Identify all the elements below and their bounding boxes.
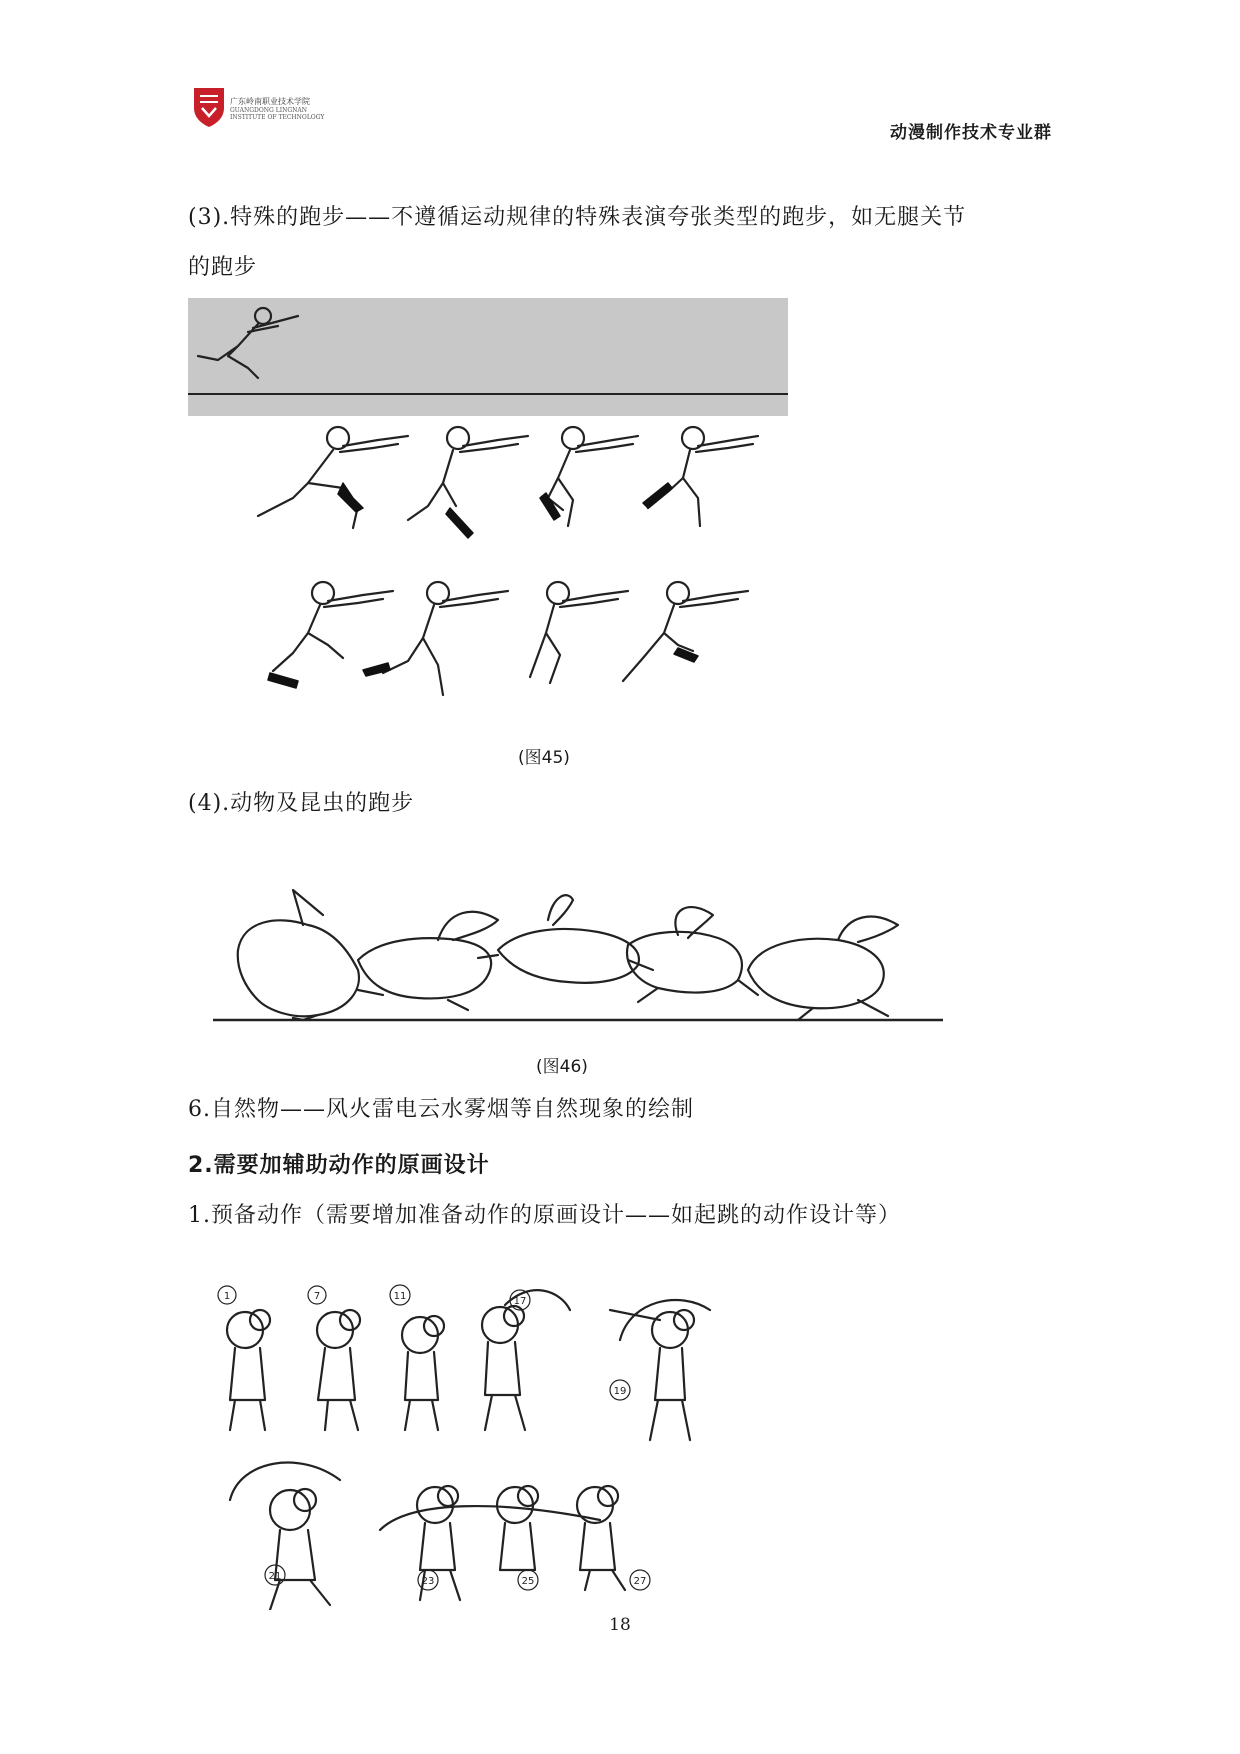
page-number: 18 bbox=[609, 1615, 631, 1635]
cartoon-row-2 bbox=[230, 1463, 625, 1610]
rabbit-frame-3 bbox=[478, 895, 653, 983]
figure-46-caption: (图46) bbox=[536, 1057, 588, 1077]
rabbit-frame-5 bbox=[748, 917, 898, 1020]
frame-label-25: 25 bbox=[521, 1576, 535, 1587]
special-run-title-line2: 的跑步 bbox=[188, 255, 258, 280]
logo-institution-cn: 广东岭南职业技术学院 bbox=[230, 97, 310, 106]
figure-45-leg-run-sequence bbox=[188, 298, 788, 710]
frame-label-11: 11 bbox=[393, 1291, 407, 1302]
runner-row-2 bbox=[268, 582, 748, 695]
frame-label-21: 21 bbox=[268, 1571, 282, 1582]
animal-run-title: (4).动物及昆虫的跑步 bbox=[188, 791, 415, 816]
frame-label-17: 17 bbox=[513, 1296, 527, 1307]
auxiliary-action-heading: 2.需要加辅助动作的原画设计 bbox=[188, 1153, 490, 1178]
logo-en-line2: INSTITUTE OF TECHNOLOGY bbox=[230, 114, 325, 121]
frame-label-7: 7 bbox=[313, 1291, 321, 1302]
natural-phenomena-title: 6.自然物——风火雷电云水雾烟等自然现象的绘制 bbox=[188, 1097, 694, 1122]
institution-logo bbox=[192, 86, 325, 136]
frame-label-19: 19 bbox=[613, 1386, 627, 1397]
runner-row-1 bbox=[258, 427, 758, 538]
frame-label-23: 23 bbox=[421, 1576, 435, 1587]
rabbit-frame-1 bbox=[238, 890, 359, 1020]
cartoon-frame-labels-row-1 bbox=[218, 1285, 630, 1400]
frame-label-1: 1 bbox=[223, 1291, 231, 1302]
figure-47-anticipation-sequence bbox=[210, 1270, 770, 1610]
shield-icon bbox=[192, 86, 226, 128]
logo-en-line1: GUANGDONG LINGNAN bbox=[230, 107, 307, 114]
rabbit-frame-2 bbox=[358, 912, 498, 1010]
department-title: 动漫制作技术专业群 bbox=[890, 123, 1052, 143]
figure-46-rabbit-run-sequence bbox=[198, 870, 958, 1050]
special-run-title-line1: (3).特殊的跑步——不遵循运动规律的特殊表演夸张类型的跑步，如无腿关节 bbox=[188, 205, 967, 230]
cartoon-row-1 bbox=[227, 1290, 710, 1440]
logo-institution-en bbox=[230, 107, 324, 121]
anticipation-title: 1.预备动作（需要增加准备动作的原画设计——如起跳的动作设计等） bbox=[188, 1203, 901, 1228]
cartoon-frame-labels-row-2 bbox=[265, 1565, 650, 1590]
rabbit-frame-4 bbox=[627, 907, 758, 1002]
frame-label-27: 27 bbox=[633, 1576, 647, 1587]
figure-45-gray-panel bbox=[188, 298, 788, 416]
figure-45-caption: (图45) bbox=[518, 748, 570, 768]
